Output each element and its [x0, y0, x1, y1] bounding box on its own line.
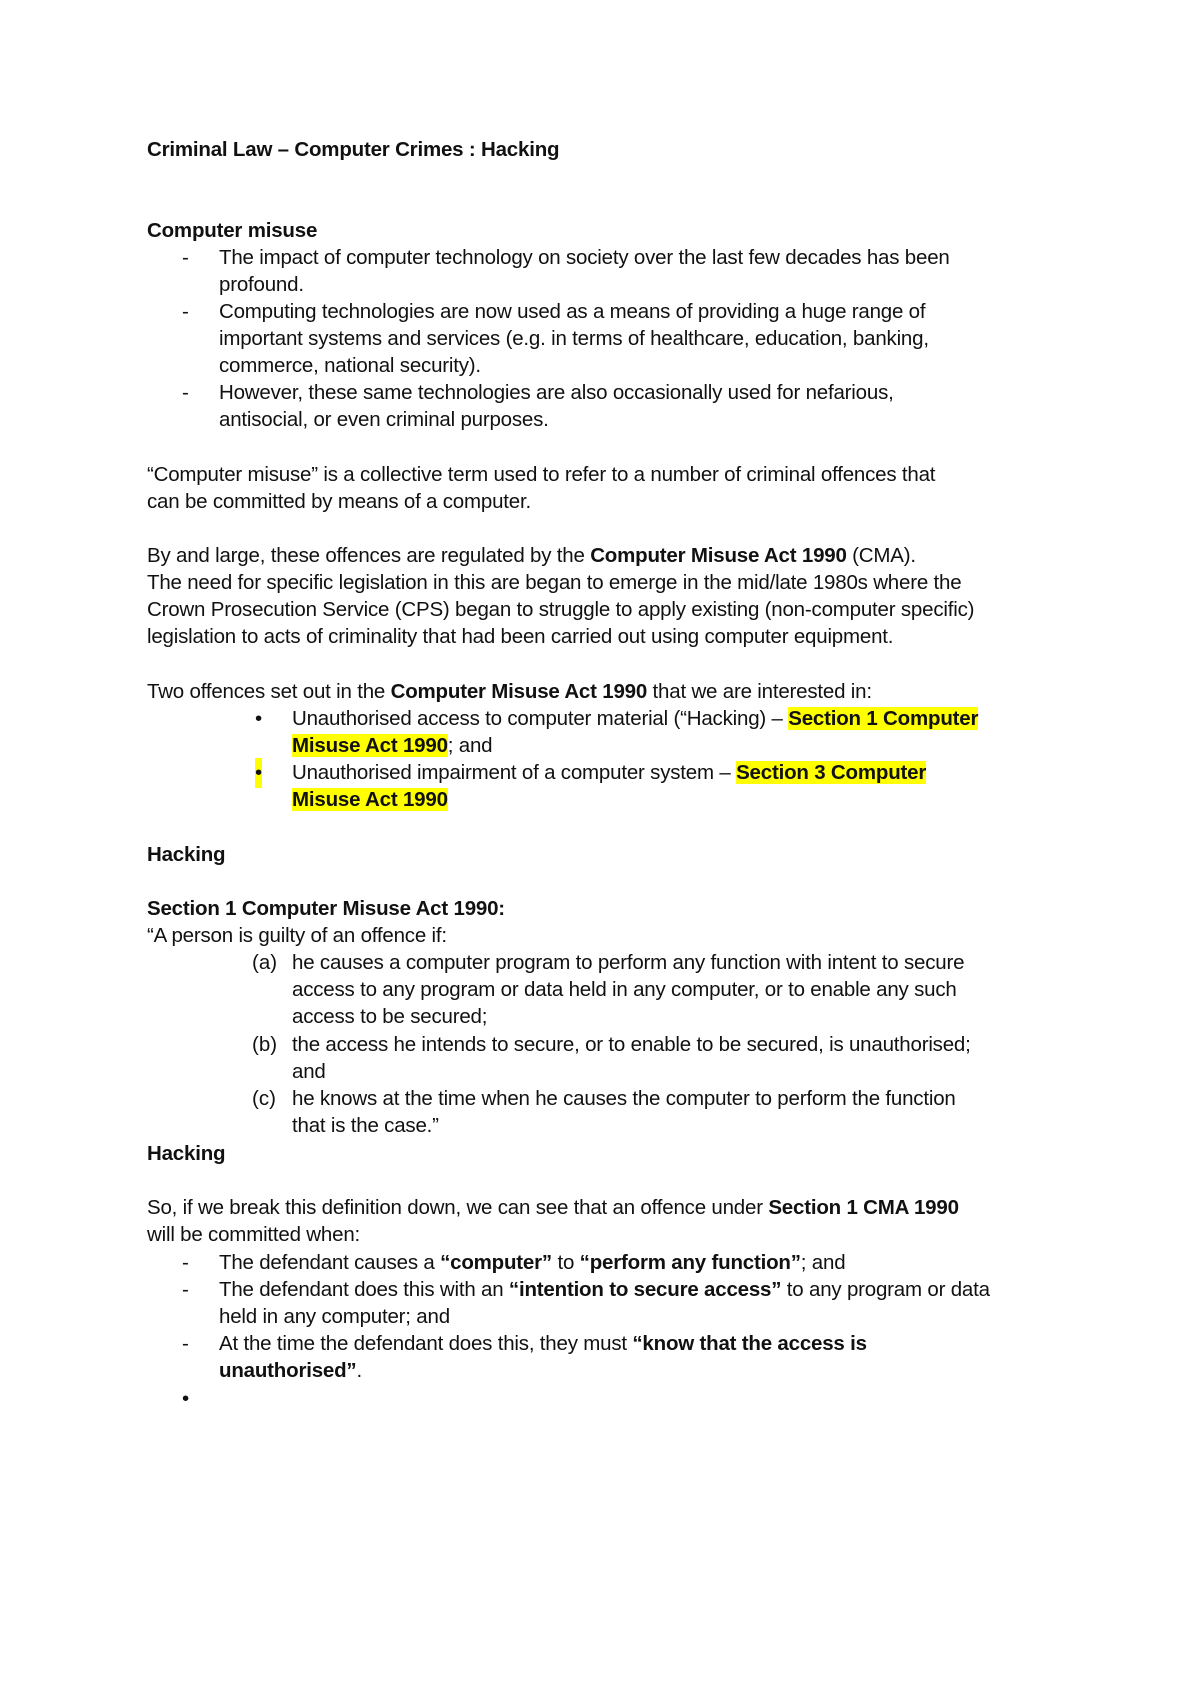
misuse-bullet-1-line-2: profound. — [219, 273, 304, 296]
paragraph-3 — [147, 677, 872, 707]
clause-c-line-2: that is the case.” — [292, 1114, 439, 1137]
text-run: Unauthorised access to computer material (“Hacking) – — [292, 707, 789, 730]
text-run: ; and — [447, 734, 493, 757]
heading-hacking: Hacking — [147, 843, 226, 866]
text-run: ; and — [800, 1251, 846, 1274]
clause-b-line-2: and — [292, 1060, 326, 1083]
text-run: So, if we break this definition down, we can see that an offence under — [147, 1196, 769, 1219]
paragraph-2-line-2: The need for specific legislation in this are began to emerge in the mid/late 1980s where the — [147, 571, 962, 594]
paragraph-2-line-1 — [147, 541, 916, 571]
text-run: . — [356, 1359, 362, 1382]
dash-bullet: - — [182, 381, 189, 404]
dash-bullet: - — [182, 1278, 189, 1301]
act-name: Computer Misuse Act 1990 — [390, 680, 648, 703]
paragraph-4-line-1 — [147, 1193, 959, 1223]
element-3-line-2 — [219, 1356, 362, 1386]
offence-2-line-1 — [292, 758, 926, 788]
element-2-line-1 — [219, 1275, 990, 1305]
heading-computer-misuse: Computer misuse — [147, 219, 318, 242]
text-run: The defendant does this with an — [219, 1278, 509, 1301]
round-bullet: • — [255, 707, 263, 730]
element-3-line-1 — [219, 1329, 867, 1359]
offence-1-line-1 — [292, 704, 978, 734]
text-run: At the time the defendant does this, they must — [219, 1332, 633, 1355]
clause-label-a: (a) — [252, 951, 278, 974]
misuse-bullet-3-line-1: However, these same technologies are also occasionally used for nefarious, — [219, 381, 894, 404]
paragraph-2-line-3: Crown Prosecution Service (CPS) began to struggle to apply existing (non-computer specific) — [147, 598, 975, 621]
clause-a-line-2: access to any program or data held in any computer, or to enable any such — [292, 978, 957, 1001]
element-2-line-2: held in any computer; and — [219, 1305, 450, 1328]
clause-b-line-1: the access he intends to secure, or to enable to be secured, is unauthorised; — [292, 1033, 971, 1056]
key-term: “intention to secure access” — [508, 1278, 782, 1301]
key-term: “know that the access is — [632, 1332, 867, 1355]
misuse-bullet-2-line-1: Computing technologies are now used as a means of providing a huge range of — [219, 300, 926, 323]
dash-bullet: - — [182, 1251, 189, 1274]
key-term: “perform any function” — [579, 1251, 801, 1274]
highlighted-section-ref: Section 1 Computer — [788, 707, 979, 730]
paragraph-2-line-4: legislation to acts of criminality that had been carried out using computer equipment. — [147, 625, 894, 648]
text-run: (CMA). — [846, 544, 916, 567]
heading-section-1: Section 1 Computer Misuse Act 1990: — [147, 897, 505, 920]
offence-2-line-2 — [292, 785, 448, 815]
paragraph-1-line-1: “Computer misuse” is a collective term used to refer to a number of criminal offences that — [147, 463, 936, 486]
misuse-bullet-1-line-1: The impact of computer technology on society over the last few decades has been — [219, 246, 950, 269]
highlighted-section-ref: Section 3 Computer — [736, 761, 927, 784]
misuse-bullet-2-line-3: commerce, national security). — [219, 354, 481, 377]
heading-hacking-2: Hacking — [147, 1142, 226, 1165]
misuse-bullet-2-line-2: important systems and services (e.g. in terms of healthcare, education, banking, — [219, 327, 929, 350]
text-run: By and large, these offences are regulated by the — [147, 544, 591, 567]
clause-a-line-3: access to be secured; — [292, 1005, 488, 1028]
highlighted-section-ref: Misuse Act 1990 — [292, 734, 448, 757]
text-run: Unauthorised impairment of a computer system – — [292, 761, 737, 784]
highlighted-section-ref: Misuse Act 1990 — [292, 788, 448, 811]
clause-c-line-1: he knows at the time when he causes the computer to perform the function — [292, 1087, 956, 1110]
clause-a-line-1: he causes a computer program to perform any function with intent to secure — [292, 951, 965, 974]
text-run: to — [551, 1251, 580, 1274]
text-run: Two offences set out in the — [147, 680, 391, 703]
key-term: “computer” — [440, 1251, 552, 1274]
element-1 — [219, 1248, 845, 1278]
document-title: Criminal Law – Computer Crimes : Hacking — [147, 138, 560, 161]
key-term: unauthorised” — [219, 1359, 357, 1382]
act-name: Computer Misuse Act 1990 — [590, 544, 847, 567]
paragraph-4-line-2: will be committed when: — [147, 1223, 361, 1246]
misuse-bullet-3-line-2: antisocial, or even criminal purposes. — [219, 408, 549, 431]
round-bullet-highlighted: • — [255, 758, 262, 788]
offence-1-line-2 — [292, 731, 492, 761]
empty-bullet: • — [182, 1387, 190, 1410]
clause-label-c: (c) — [252, 1087, 276, 1110]
dash-bullet: - — [182, 1332, 189, 1355]
text-run: The defendant causes a — [219, 1251, 441, 1274]
quote-intro: “A person is guilty of an offence if: — [147, 924, 447, 947]
dash-bullet: - — [182, 246, 189, 269]
text-run: to any program or data — [781, 1278, 990, 1301]
text-run: that we are interested in: — [647, 680, 872, 703]
act-name: Section 1 CMA 1990 — [768, 1196, 959, 1219]
paragraph-1-line-2: can be committed by means of a computer. — [147, 490, 531, 513]
dash-bullet: - — [182, 300, 189, 323]
clause-label-b: (b) — [252, 1033, 278, 1056]
